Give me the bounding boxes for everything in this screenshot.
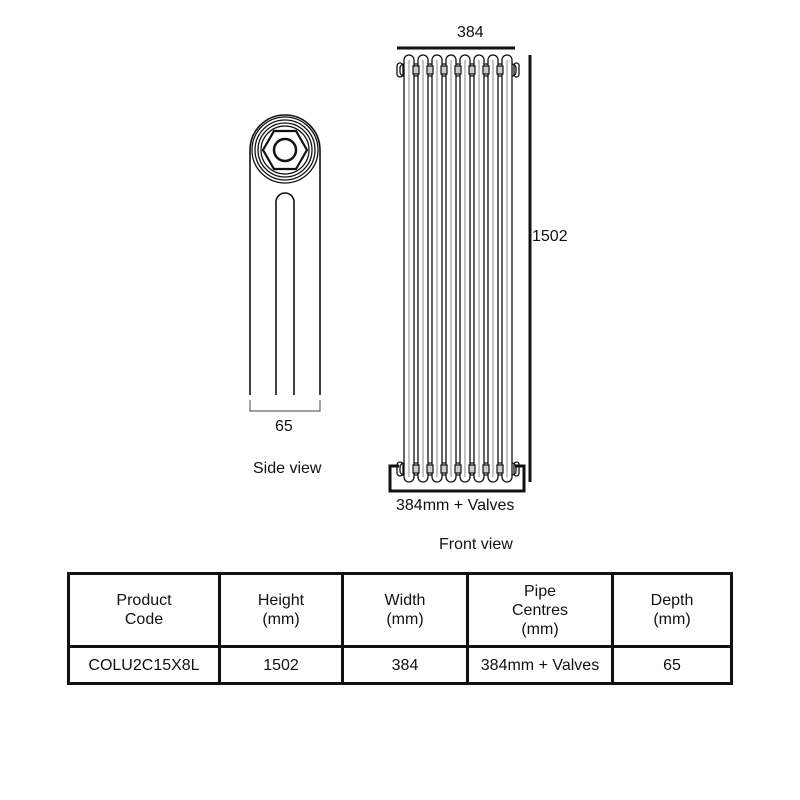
header-line: Pipe (523, 582, 557, 600)
table-header-row (69, 574, 732, 647)
header-line: (mm) (521, 620, 559, 638)
front-view-caption: Front view (439, 536, 513, 553)
cell-product-code: COLU2C15X8L (69, 647, 220, 684)
header-line: Centres (511, 601, 569, 619)
header-line: (mm) (262, 611, 300, 628)
header-line: Width (384, 592, 426, 609)
header-pipe-centres (468, 574, 613, 647)
front-view-drawing (390, 48, 530, 491)
header-line: Code (124, 611, 164, 628)
header-line: Depth (650, 592, 694, 609)
header-product-code (69, 574, 220, 647)
side-view-drawing (250, 115, 320, 411)
pipe-centres-label: 384mm + Valves (396, 497, 515, 514)
front-width-label: 384 (457, 24, 484, 41)
header-depth (613, 574, 732, 647)
spec-table (67, 572, 733, 685)
cell-pipe-centres: 384mm + Valves (468, 647, 613, 684)
header-line: Product (116, 592, 172, 609)
side-depth-label: 65 (275, 418, 293, 435)
cell-height: 1502 (220, 647, 343, 684)
side-view-caption: Side view (253, 460, 322, 477)
header-width (343, 574, 468, 647)
cell-depth: 65 (613, 647, 732, 684)
header-line: (mm) (653, 611, 691, 628)
header-line: Height (257, 592, 305, 609)
front-height-label: 1502 (532, 228, 568, 245)
header-line: (mm) (386, 611, 424, 628)
table-row (69, 647, 732, 684)
cell-width: 384 (343, 647, 468, 684)
header-height (220, 574, 343, 647)
